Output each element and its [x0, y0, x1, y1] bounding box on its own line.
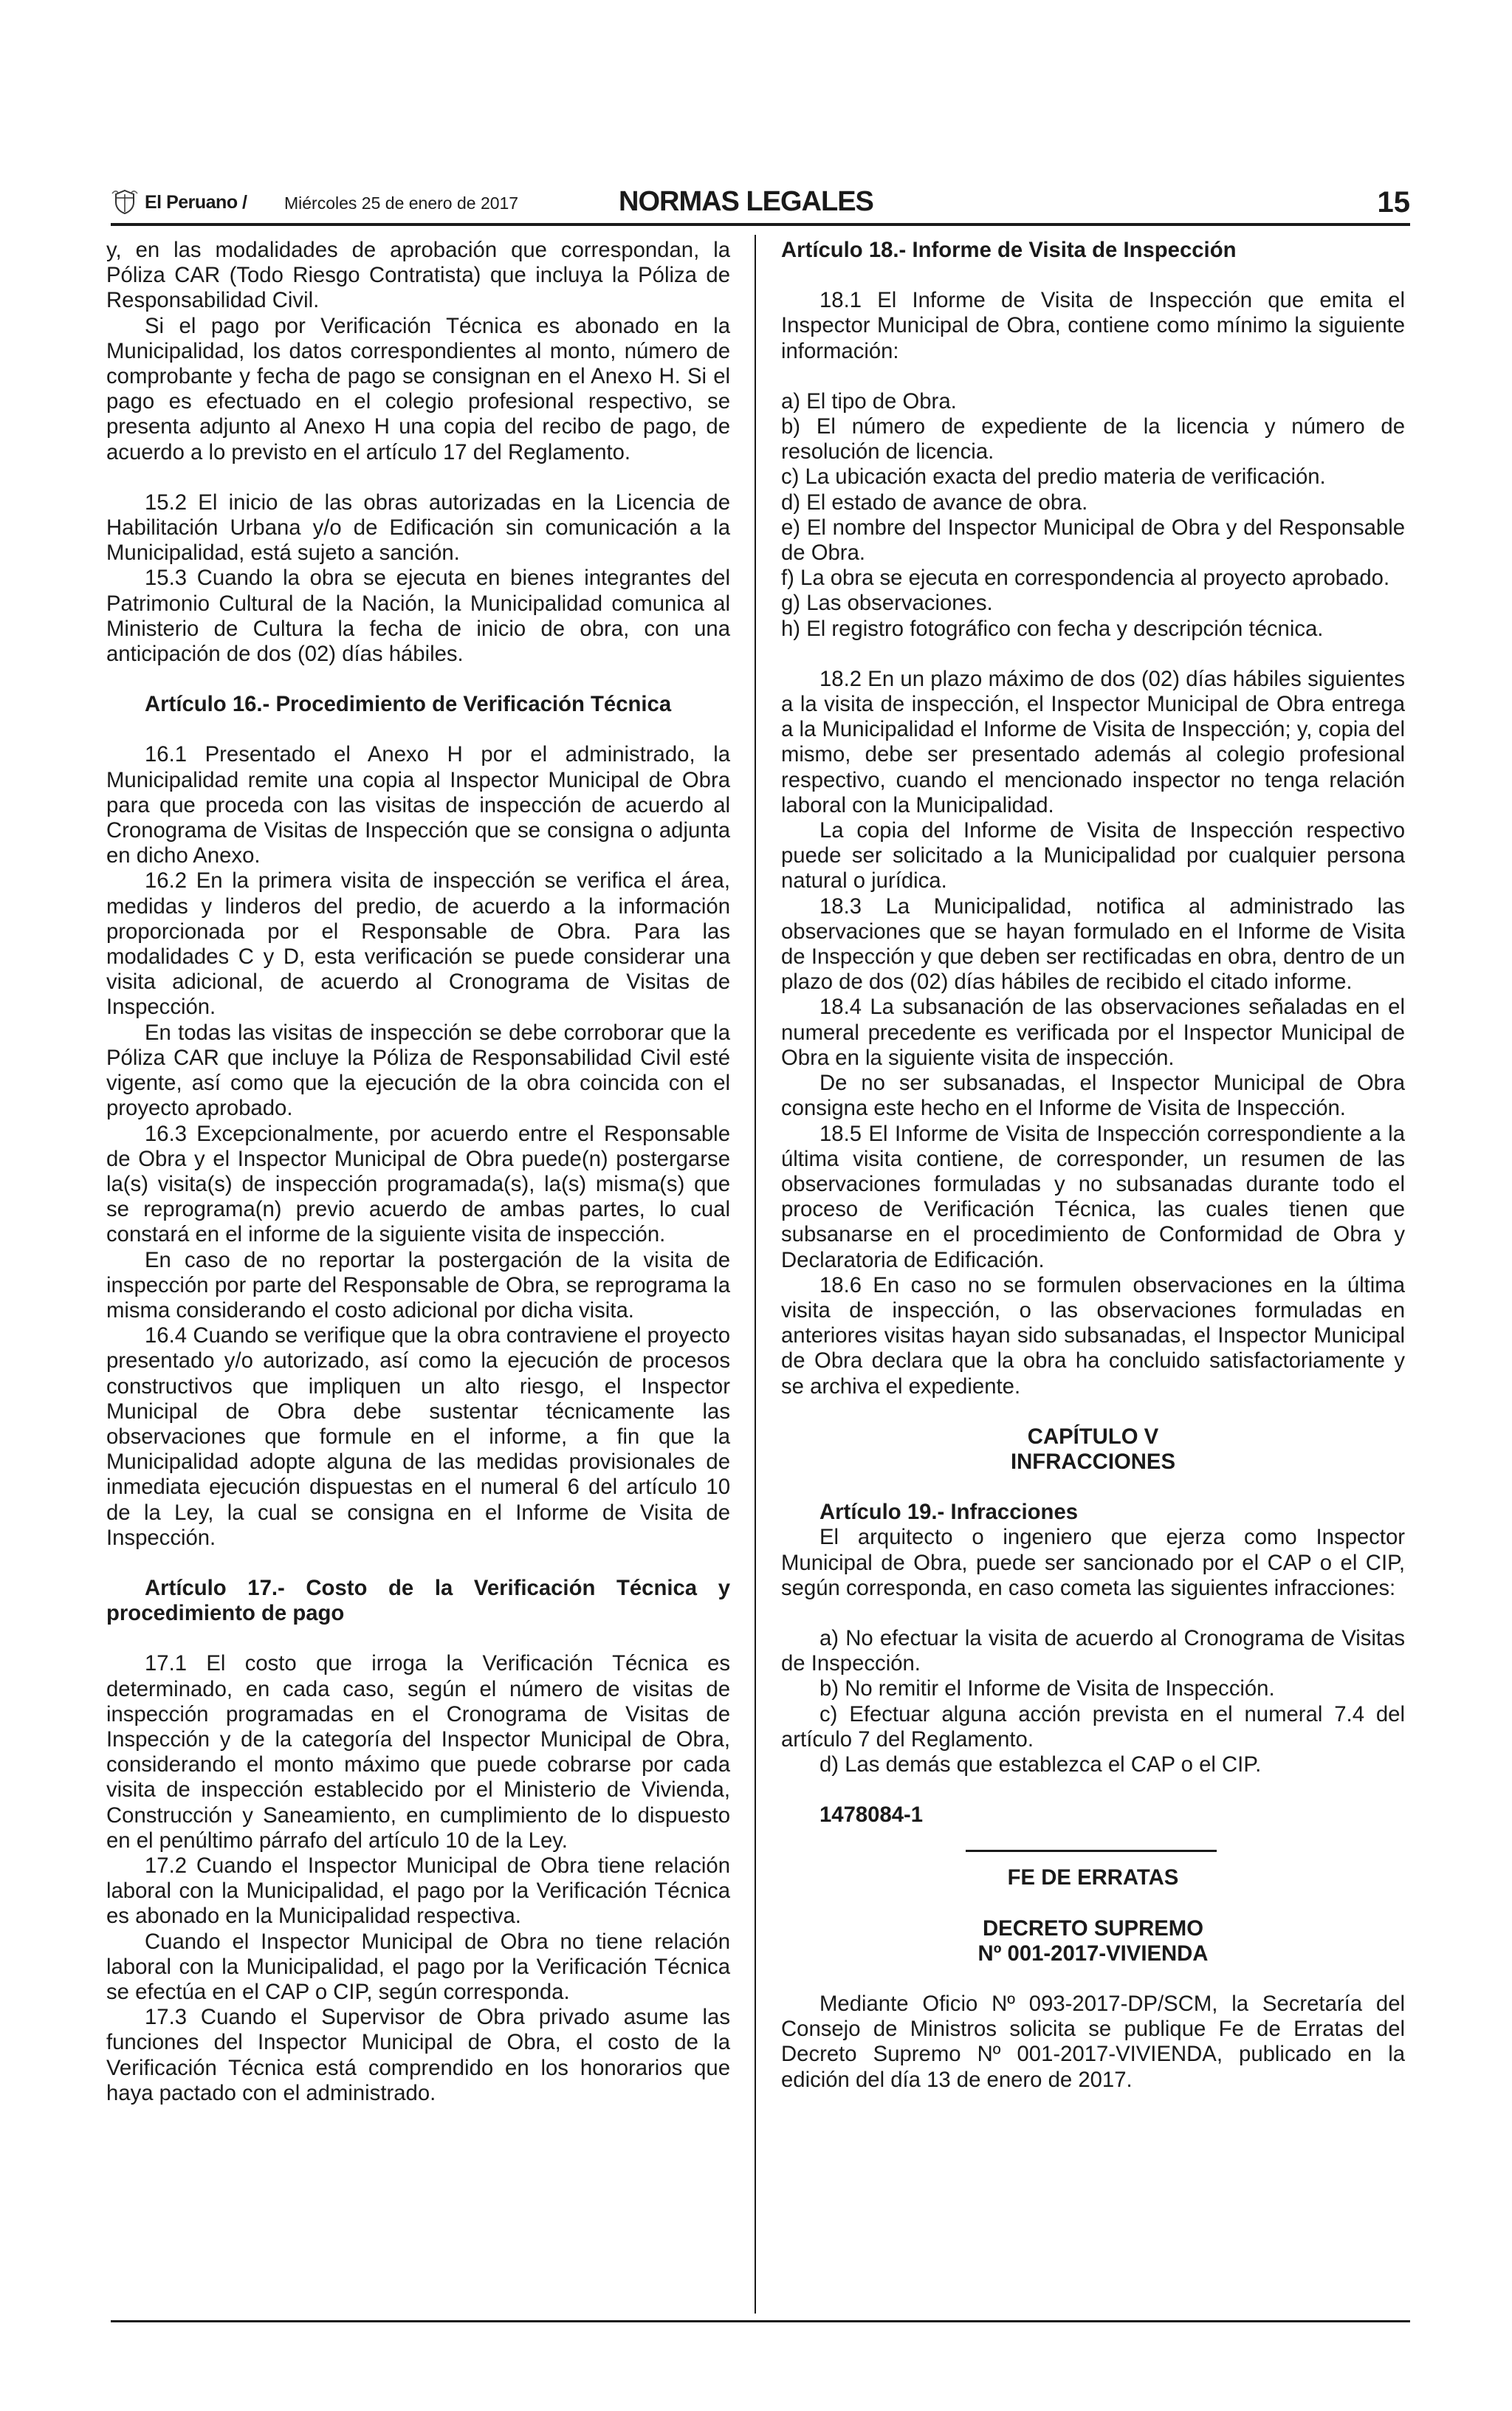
list-item: b) No remitir el Informe de Visita de Inspección.: [819, 1676, 1275, 1701]
list-item: e) El nombre del Inspector Municipal de Obra y del Responsable de Obra.: [781, 515, 1405, 566]
paragraph: Cuando el Inspector Municipal de Obra no tiene relación laboral con la Municipalidad, el pago por la Verificación Técnica se efectúa en el CAP o CIP, según corresponda.: [106, 1929, 730, 2004]
paragraph: Mediante Oficio Nº 093-2017-DP/SCM, la Secretaría del Consejo de Ministros solicita se publique Fe de Erratas del Decreto Supremo Nº 001-2017-VIVIENDA, publicado en la edición del día 13 de enero de 2017.: [781, 1991, 1405, 2092]
article-16-heading: Artículo 16.- Procedimiento de Verificación Técnica: [145, 692, 672, 717]
article-18-heading: Artículo 18.- Informe de Visita de Inspección: [781, 238, 1237, 262]
paragraph: 16.4 Cuando se verifique que la obra contraviene el proyecto presentado y/o autorizado, así como la ejecución de procesos constructivos que impliquen un alto riesgo, el Inspector Municipal de Obra debe sustentar técnicamente las observaciones que formule en el informe, a fin que la Municipalidad adopte alguna de las medidas provisionales de inmediata ejecución dispuestas en el numeral 6 del artículo 10 de la Ley, la cual se consigna en el Informe de Visita de Inspección.: [106, 1323, 730, 1550]
list-item: c) La ubicación exacta del predio materia de verificación.: [781, 464, 1326, 490]
paragraph: En todas las visitas de inspección se debe corroborar que la Póliza CAR que incluye la Póliza de Responsabilidad Civil esté vigente, así como que la ejecución de la obra coincida con el proyecto aprobado.: [106, 1020, 730, 1121]
list-item: h) El registro fotográfico con fecha y descripción técnica.: [781, 616, 1324, 641]
paragraph: 17.2 Cuando el Inspector Municipal de Obra tiene relación laboral con la Municipalidad, el pago por la Verificación Técnica es abonado en la Municipalidad respectiva.: [106, 1853, 730, 1929]
paragraph: 18.3 La Municipalidad, notifica al administrado las observaciones que se hayan formulado en el Informe de Visita de Inspección y que deben ser rectificadas en obra, dentro de un plazo de dos (02) días hábiles de recibido el citado informe.: [781, 894, 1405, 995]
paragraph: 16.1 Presentado el Anexo H por el administrado, la Municipalidad remite una copia al Inspector Municipal de Obra para que proceda con las visitas de inspección de acuerdo al Cronograma de Visitas de Inspección que se consigna o adjunta en dicho Anexo.: [106, 742, 730, 868]
list-item: a) No efectuar la visita de acuerdo al Cronograma de Visitas de Inspección.: [781, 1625, 1405, 1676]
paragraph: 18.5 El Informe de Visita de Inspección correspondiente a la última visita contiene, de corresponder, un resumen de las observaciones formuladas y no subsanadas durante todo el proceso de Verificación Técnica, las cuales tienen que subsanarse en el procedimiento de Conformidad de Obra y Declaratoria de Edificación.: [781, 1121, 1405, 1272]
section-title: NORMAS LEGALES: [619, 186, 873, 217]
right-column: [781, 238, 1405, 2093]
page-header: [111, 186, 1410, 220]
paragraph: 16.2 En la primera visita de inspección se verifica el área, medidas y linderos del predio, de acuerdo a la información proporcionada por el Responsable de Obra. Para las modalidades C y D, esta verificación se puede considerar una visita adicional, de acuerdo al Cronograma de Visitas de Inspección.: [106, 868, 730, 1020]
column-divider: [755, 235, 756, 2314]
decree-number: Nº 001-2017-VIVIENDA: [977, 1941, 1209, 1966]
paragraph: 16.3 Excepcionalmente, por acuerdo entre el Responsable de Obra y el Inspector Municipal de Obra puede(n) postergarse la(s) visita(s) de inspección programada(s), la(s) misma(s) que se reprograma(n) previo acuerdo de ambas partes, lo cual constará en el informe de la siguiente visita de inspección.: [106, 1121, 730, 1247]
paragraph: 18.1 El Informe de Visita de Inspección que emita el Inspector Municipal de Obra, contiene como mínimo la siguiente información:: [781, 288, 1405, 363]
page-number: 15: [1377, 186, 1410, 219]
publication-date: Miércoles 25 de enero de 2017: [284, 193, 519, 213]
list-item: g) Las observaciones.: [781, 591, 993, 616]
footer-rule: [111, 2320, 1410, 2322]
paragraph: 17.1 El costo que irroga la Verificación Técnica es determinado, en cada caso, según el número de visitas de inspección programadas en el Cronograma de Visitas de Inspección y de la categoría del Inspector Municipal de Obra, considerando el monto máximo que puede cobrarse por cada visita de inspección establecido por el Ministerio de Vivienda, Construcción y Saneamiento, en cumplimiento de lo dispuesto en el penúltimo párrafo del artículo 10 de la Ley.: [106, 1651, 730, 1853]
chapter-label: CAPÍTULO V: [1027, 1424, 1159, 1449]
left-column: [106, 238, 730, 2106]
paragraph: 15.2 El inicio de las obras autorizadas en la Licencia de Habilitación Urbana y/o de Edificación sin comunicación a la Municipalidad, está sujeto a sanción.: [106, 490, 730, 566]
paragraph: 18.2 En un plazo máximo de dos (02) días hábiles siguientes a la visita de inspección, el Inspector Municipal de Obra entrega a la Municipalidad el Informe de Visita de Inspección; y, copia del mismo, debe ser presentado además al colegio profesional respectivo, cuando el mencionado inspector no tenga relación laboral con la Municipalidad.: [781, 666, 1405, 817]
newspaper-brand: El Peruano /: [145, 192, 247, 213]
coat-of-arms-icon: [111, 188, 139, 216]
header-rule: [111, 223, 1410, 226]
list-item: b) El número de expediente de la licencia y número de resolución de licencia.: [781, 414, 1405, 464]
paragraph: De no ser subsanadas, el Inspector Municipal de Obra consigna este hecho en el Informe de Visita de Inspección.: [781, 1071, 1405, 1121]
paragraph: y, en las modalidades de aprobación que correspondan, la Póliza CAR (Todo Riesgo Contratista) que incluya la Póliza de Responsabilidad Civil.: [106, 238, 730, 313]
article-17-heading: Artículo 17.- Costo de la Verificación Técnica y procedimiento de pago: [106, 1575, 730, 1626]
list-item: d) Las demás que establezca el CAP o el CIP.: [819, 1752, 1262, 1777]
article-19-heading: Artículo 19.- Infracciones: [819, 1500, 1079, 1525]
chapter-title: INFRACCIONES: [1011, 1449, 1175, 1474]
paragraph: 17.3 Cuando el Supervisor de Obra privado asume las funciones del Inspector Municipal de Obra, el costo de la Verificación Técnica está comprendido en los honorarios que haya pactado con el administrado.: [106, 2005, 730, 2105]
paragraph: 18.6 En caso no se formulen observaciones en la última visita de inspección, o las observaciones formuladas en anteriores visitas hayan sido subsanadas, el Inspector Municipal de Obra declara que la obra ha concluido satisfactoriamente y se archiva el expediente.: [781, 1272, 1405, 1399]
paragraph: En caso de no reportar la postergación de la visita de inspección por parte del Responsable de Obra, se reprograma la misma considerando el costo adicional por dicha visita.: [106, 1247, 730, 1323]
separator-rule: [966, 1850, 1217, 1852]
paragraph: El arquitecto o ingeniero que ejerza como Inspector Municipal de Obra, puede ser sancionado por el CAP o el CIP, según corresponda, en caso cometa las siguientes infracciones:: [781, 1525, 1405, 1600]
list-item: c) Efectuar alguna acción prevista en el numeral 7.4 del artículo 7 del Reglamento.: [781, 1701, 1405, 1752]
list-item: d) El estado de avance de obra.: [781, 490, 1088, 515]
paragraph: 15.3 Cuando la obra se ejecuta en bienes integrantes del Patrimonio Cultural de la Nación, la Municipalidad comunica al Ministerio de Cultura la fecha de inicio de obra, con una anticipación de dos (02) días hábiles.: [106, 566, 730, 667]
paragraph: La copia del Informe de Visita de Inspección respectivo puede ser solicitado a la Municipalidad por cualquier persona natural o jurídica.: [781, 818, 1405, 894]
decree-title: DECRETO SUPREMO: [983, 1916, 1203, 1941]
document-code: 1478084-1: [819, 1803, 924, 1828]
list-item: f) La obra se ejecuta en correspondencia al proyecto aprobado.: [781, 566, 1390, 591]
errata-title: FE DE ERRATAS: [1007, 1865, 1179, 1890]
paragraph: 18.4 La subsanación de las observaciones señaladas en el numeral precedente es verificada por el Inspector Municipal de Obra en la siguiente visita de inspección.: [781, 995, 1405, 1070]
list-item: a) El tipo de Obra.: [781, 388, 957, 414]
paragraph: Si el pago por Verificación Técnica es abonado en la Municipalidad, los datos correspondientes al monto, número de comprobante y fecha de pago se consignan en el Anexo H. Si el pago es efectuado en el colegio profesional respectivo, se presenta adjunto al Anexo H una copia del recibo de pago, de acuerdo a lo previsto en el artículo 17 del Reglamento.: [106, 313, 730, 464]
